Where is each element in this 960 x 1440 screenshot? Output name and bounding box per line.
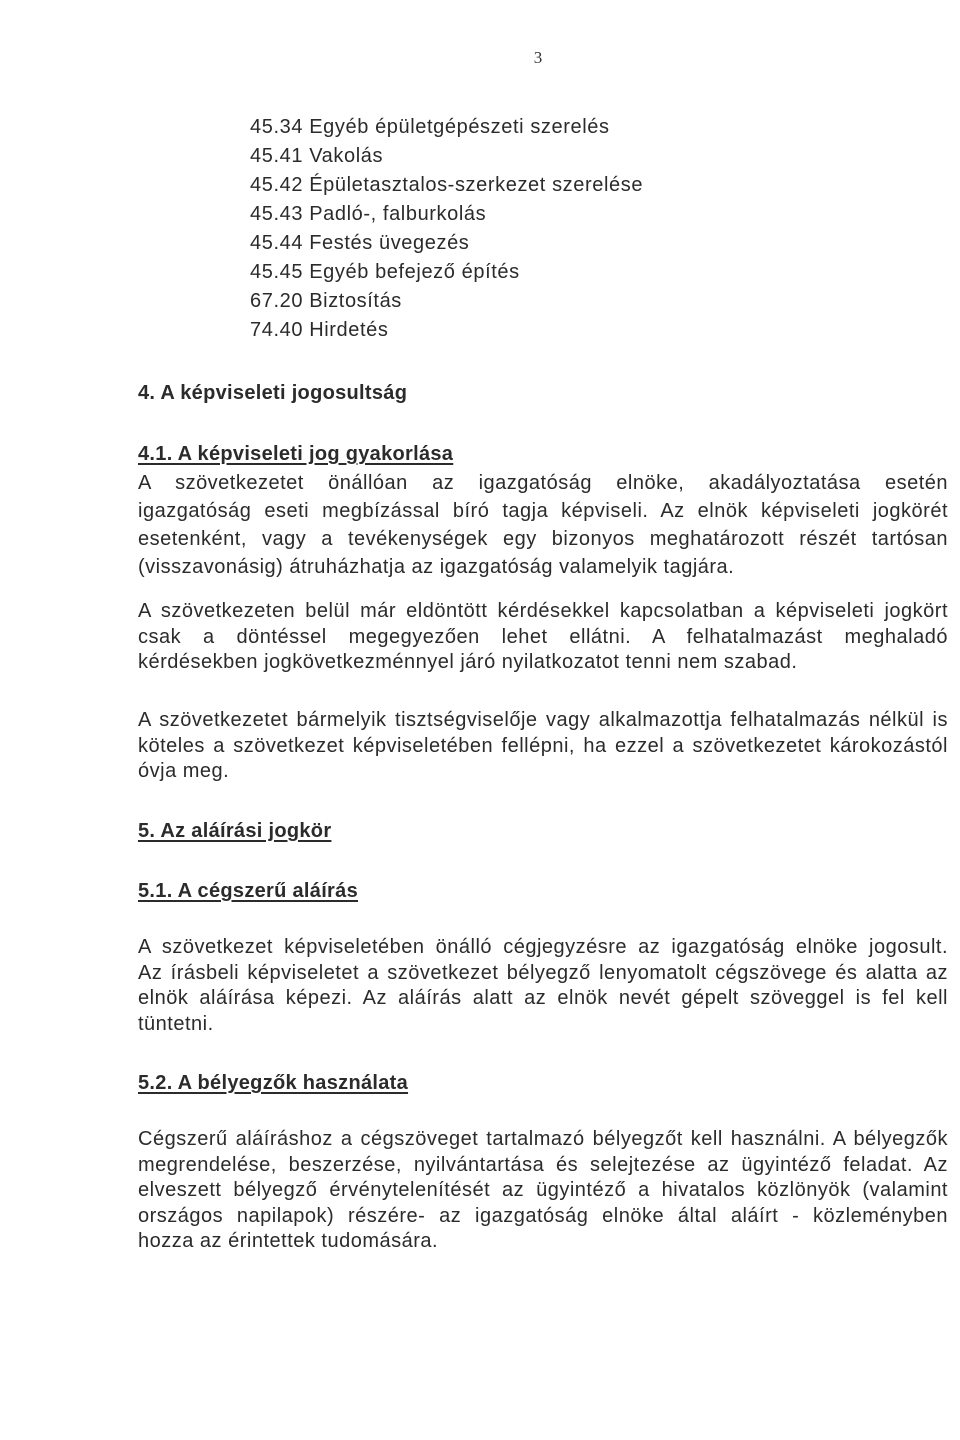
paragraph-line: igazgatóság eseti megbízással bíró tagja képviseli. Az elnök képviseleti jogkörét (138, 500, 948, 522)
subsection-heading: 5.2. A bélyegzők használata (138, 1072, 409, 1094)
paragraph-line: Cégszerű aláíráshoz a cégszöveget tartalmazó bélyegzőt kell használni. A bélyegzők (138, 1128, 948, 1151)
subsection-heading: 4.1. A képviseleti jog gyakorlása (138, 443, 454, 465)
paragraph (138, 469, 948, 581)
activity-item: 45.42 Épületasztalos-szerkezet szerelése (250, 173, 644, 196)
paragraph (138, 935, 948, 1037)
activity-item: 45.41 Vakolás (250, 144, 384, 167)
paragraph-line: kérdésekben jogkövetkezménnyel járó nyilatkozatot tenni nem szabad. (138, 651, 798, 674)
paragraph-line: esetenként, vagy a tevékenységek egy bizonyos meghatározott részét tartósan (138, 528, 948, 550)
activity-item: 74.40 Hirdetés (250, 318, 389, 341)
paragraph-line: A szövetkezetet bármelyik tisztségviselője vagy alkalmazottja felhatalmazás nélkül is (138, 709, 948, 732)
section-heading: 5. Az aláírási jogkör (138, 820, 332, 842)
paragraph-line: elveszett bélyegző érvénytelenítését az ügyintéző a hivatalos közlönyök (valamint (138, 1179, 948, 1202)
activity-item: 45.45 Egyéb befejező építés (250, 260, 520, 283)
paragraph-line: országos napilapok) részére- az igazgatóság elnöke által aláírt - közleményben (138, 1204, 948, 1227)
paragraph-line: (visszavonásig) átruházhatja az igazgatóság valamelyik tagjára. (138, 556, 735, 578)
activity-list (250, 113, 643, 345)
paragraph-line: A szövetkezetet önállóan az igazgatóság elnöke, akadályoztatása esetén (138, 472, 948, 494)
paragraph (138, 1127, 948, 1255)
paragraph-line: hozza az érintettek tudomására. (138, 1230, 439, 1253)
paragraph-line: Az írásbeli képviseletet a szövetkezet bélyegző lenyomatolt cégszövege és alatta az (138, 961, 948, 984)
paragraph-line: köteles a szövetkezet képviseletében fellépni, ha ezzel a szövetkezetet károkozástól (138, 734, 948, 757)
paragraph-line: tüntetni. (138, 1012, 214, 1035)
page-number: 3 (533, 48, 543, 67)
paragraph-line: elnök aláírása képezi. Az aláírás alatt az elnök nevét gépelt szöveggel is fel kell (138, 987, 948, 1010)
paragraph-line: óvja meg. (138, 760, 230, 783)
activity-item: 45.44 Festés üvegezés (250, 231, 470, 254)
paragraph-line: megrendelése, beszerzése, nyilvántartása és selejtezése az ügyintéző feladat. Az (138, 1153, 948, 1176)
paragraph-line: A szövetkezet képviseletében önálló cégjegyzésre az igazgatóság elnöke jogosult. (138, 936, 948, 959)
subsection-heading: 5.1. A cégszerű aláírás (138, 880, 358, 902)
paragraph-line: A szövetkezeten belül már eldöntött kérdésekkel kapcsolatban a képviseleti jogkört (138, 600, 948, 623)
activity-item: 45.34 Egyéb épületgépészeti szerelés (250, 115, 610, 138)
activity-item: 45.43 Padló-, falburkolás (250, 202, 487, 225)
paragraph-line: csak a döntéssel megegyezően lehet ellátni. A felhatalmazást meghaladó (138, 625, 948, 648)
section-heading: 4. A képviseleti jogosultság (138, 382, 408, 404)
paragraph (138, 708, 948, 785)
paragraph (138, 599, 948, 676)
activity-item: 67.20 Biztosítás (250, 289, 402, 312)
